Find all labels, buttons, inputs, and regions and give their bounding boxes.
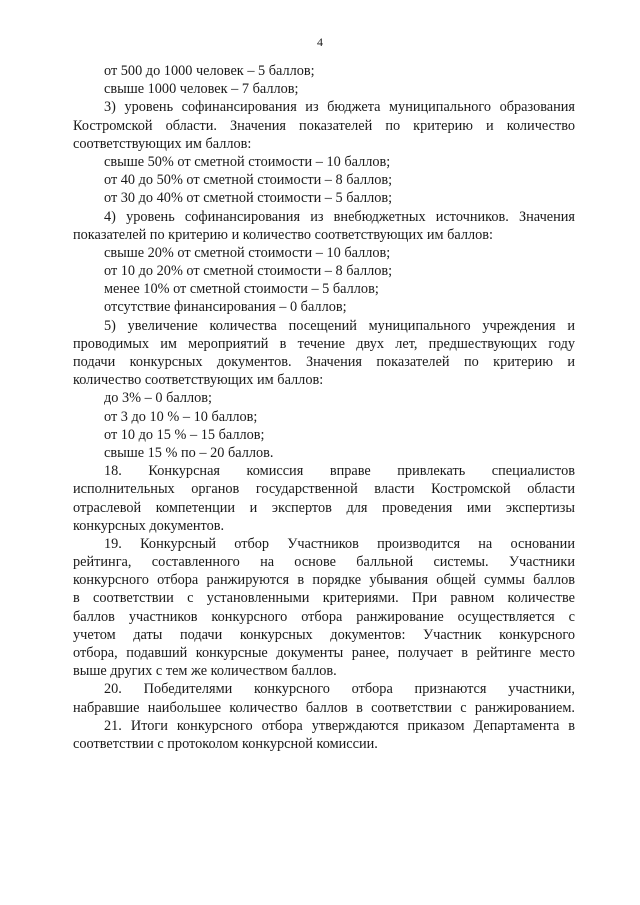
text-line: выше других с тем же количеством баллов. xyxy=(73,663,337,680)
text-line: 20. Победителями конкурсного отбора признаются участники, xyxy=(104,681,575,698)
text-line: конкурсного отбора ранжируются в порядке убывания общей суммы баллов xyxy=(73,572,575,589)
document-body xyxy=(73,62,575,753)
text-line: от 30 до 40% от сметной стоимости – 5 баллов; xyxy=(104,190,393,207)
text-line: свыше 1000 человек – 7 баллов; xyxy=(104,81,299,98)
text-line: проводимых им мероприятий в течение двух лет, предшествующих году xyxy=(73,335,575,352)
text-line: от 3 до 10 % – 10 баллов; xyxy=(104,408,258,425)
text-line: до 3% – 0 баллов; xyxy=(104,390,212,407)
text-line: свыше 15 % по – 20 баллов. xyxy=(104,444,274,461)
text-line: соответствии с протоколом конкурсной комиссии. xyxy=(73,735,378,752)
text-line: 3) уровень софинансирования из бюджета муниципального образования xyxy=(104,99,575,116)
text-line: от 10 до 20% от сметной стоимости – 8 баллов; xyxy=(104,263,393,280)
text-line: баллов участников конкурсного отбора ранжирование осуществляется с xyxy=(73,608,575,625)
text-line: отраслевой компетенции и экспертов для проведения ими экспертизы xyxy=(73,499,575,516)
text-line: конкурсных документов. xyxy=(73,517,225,534)
text-line: показателей по критерию и количество соответствующих им баллов: xyxy=(73,226,493,243)
text-line: 19. Конкурсный отбор Участников производится на основании xyxy=(104,535,575,552)
text-line: свыше 20% от сметной стоимости – 10 баллов; xyxy=(104,244,391,261)
text-line: 18. Конкурсная комиссия вправе привлекать специалистов xyxy=(104,463,575,480)
text-line: количество соответствующих им баллов: xyxy=(73,372,324,389)
text-line: отбора, подавший конкурсные документы ранее, получает в рейтинге место xyxy=(73,645,575,661)
text-line: 4) уровень софинансирования из внебюджетных источников. Значения xyxy=(104,208,575,225)
text-line: учетом даты подачи конкурсных документов: Участник конкурсного xyxy=(73,626,575,643)
text-line: от 10 до 15 % – 15 баллов; xyxy=(104,426,265,443)
text-line: рейтинга, составленного на основе балльной системы. Участники xyxy=(73,554,575,571)
page-number: 4 xyxy=(317,35,323,49)
text-line: 5) увеличение количества посещений муниципального учреждения и xyxy=(104,317,575,334)
text-line: от 40 до 50% от сметной стоимости – 8 баллов; xyxy=(104,172,393,189)
text-line: Костромской области. Значения показателей по критерию и количество xyxy=(73,117,575,134)
text-line: отсутствие финансирования – 0 баллов; xyxy=(104,299,347,316)
text-line: 21. Итоги конкурсного отбора утверждаются приказом Департамента в xyxy=(104,717,575,734)
text-line: от 500 до 1000 человек – 5 баллов; xyxy=(104,63,315,79)
text-line: менее 10% от сметной стоимости – 5 баллов; xyxy=(104,281,379,298)
text-line: в соответствии с установленными критериями. При равном количестве xyxy=(73,590,575,607)
text-line: набравшие наибольшее количество баллов в соответствии с ранжированием. xyxy=(73,699,575,716)
text-line: подачи конкурсных документов. Значения показателей по критерию и xyxy=(73,354,575,370)
text-line: исполнительных органов государственной власти Костромской области xyxy=(73,481,575,498)
text-line: свыше 50% от сметной стоимости – 10 баллов; xyxy=(104,153,391,170)
text-line: соответствующих им баллов: xyxy=(73,135,252,152)
